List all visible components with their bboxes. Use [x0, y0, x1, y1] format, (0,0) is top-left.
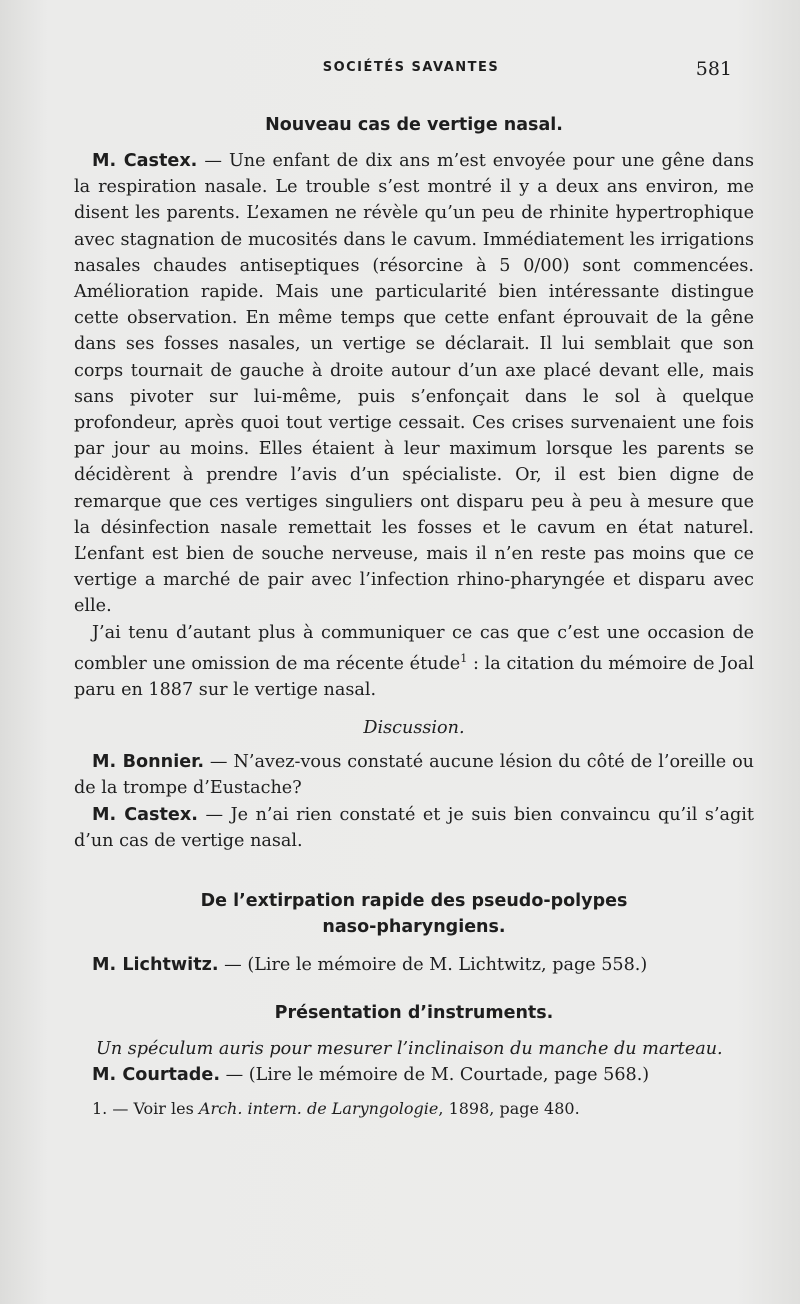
paragraph-lichtwitz: [74, 952, 754, 978]
paragraph-castex-omission: [74, 620, 754, 703]
paragraph-bonnier-question: [74, 749, 754, 801]
speaker-name: M. Castex.: [92, 804, 198, 825]
paragraph-text: (Lire le mémoire de M. Lichtwitz, page 558.): [247, 954, 648, 975]
instrument-subtitle: Un spéculum auris pour mesurer l’inclinaison du manche du marteau.: [96, 1039, 723, 1060]
paragraph-text: Une enfant de dix ans m’est envoyée pour une gêne dans la respiration nasale. Le trouble s’est montré il y a deux ans environ, me disent les parents. L’examen ne révèle qu’un peu de rhinite hypertrophique avec stagnation de mucosités dans le cavum. Immédiatement les irrigations nasales chaudes antiseptiques (résorcine à 5 0/00) sont commencées. Amélioration rapide. Mais une particularité bien intéressante distingue cette observation. En même temps que cette enfant éprouvait de la gêne dans ses fosses nasales, un vertige se déclarait. Il lui semblait que son corps tournait de gauche à droite autour d’un axe placé devant elle, mais sans pivoter sur lui-même, puis s’enfonçait dans le sol à quelque profondeur, après quoi tout vertige cessait. Ces crises survenaient une fois par jour au moins. Elles étaient à leur maximum lorsque les parents se décidèrent à prendre l’avis d’un spécialiste. Or, il est bien digne de remarque que ces vertiges singuliers ont disparu peu à peu à mesure que la désinfection nasale remettait les fosses et le cavum en état naturel. L’enfant est bien de souche nerveuse, mais il n’en reste pas moins que ce vertige a marché de pair avec l’infection rhino-pharyngée et disparu avec elle.: [74, 151, 754, 617]
paragraph-text: N’avez-vous constaté aucune lésion du côté de l’oreille ou de la trompe d’Eustache?: [74, 752, 754, 799]
running-head: SOCIÉTÉS SAVANTES: [322, 60, 500, 75]
speaker-name: M. Lichtwitz.: [92, 954, 219, 975]
paragraph-text: : la citation du mémoire de Joal paru en 1887 sur le vertige nasal.: [74, 653, 755, 700]
section-title-vertige: Nouveau cas de vertige nasal.: [265, 115, 563, 135]
page-body: [74, 112, 754, 1121]
paragraph-castex-answer: [74, 802, 754, 854]
dash-separator: —: [197, 151, 229, 171]
footnote-reference: 1: [460, 651, 468, 665]
section-title-extirpation: [74, 888, 754, 940]
paragraph-courtade: [74, 1062, 754, 1088]
speaker-name: M. Courtade.: [92, 1065, 221, 1086]
footnote-text: Voir les: [133, 1098, 199, 1118]
section-title-instruments: Présentation d’instruments.: [274, 1003, 554, 1024]
discussion-heading: Discussion.: [363, 718, 465, 739]
footnote: [74, 1097, 754, 1121]
dash-separator: —: [220, 1065, 249, 1086]
footnote-text: , 1898, page 480.: [438, 1098, 580, 1118]
journal-title: Arch. intern. de Laryngologie: [198, 1098, 439, 1118]
title-line: De l’extirpation rapide des pseudo-polypes: [200, 890, 628, 911]
speaker-name: M. Bonnier.: [92, 752, 205, 773]
page-header: [74, 58, 748, 86]
paragraph-text: (Lire le mémoire de M. Courtade, page 568.): [248, 1065, 650, 1086]
dash-separator: —: [218, 954, 248, 975]
title-line: naso-pharyngiens.: [322, 916, 506, 937]
paragraph-castex-case: [74, 148, 754, 620]
paragraph-text: Je n’ai rien constaté et je suis bien convaincu qu’il s’agit d’un cas de vertige nasal.: [74, 804, 755, 851]
dash-separator: —: [197, 804, 231, 825]
paragraph-text: J’ai tenu d’autant plus à communiquer ce cas que c’est une occasion de combler une omission de ma récente étude: [74, 622, 754, 674]
dash-separator: —: [107, 1098, 134, 1118]
dash-separator: —: [204, 752, 234, 773]
page-number: 581: [695, 58, 732, 80]
footnote-mark: 1.: [92, 1098, 108, 1118]
speaker-name: M. Castex.: [92, 151, 198, 171]
